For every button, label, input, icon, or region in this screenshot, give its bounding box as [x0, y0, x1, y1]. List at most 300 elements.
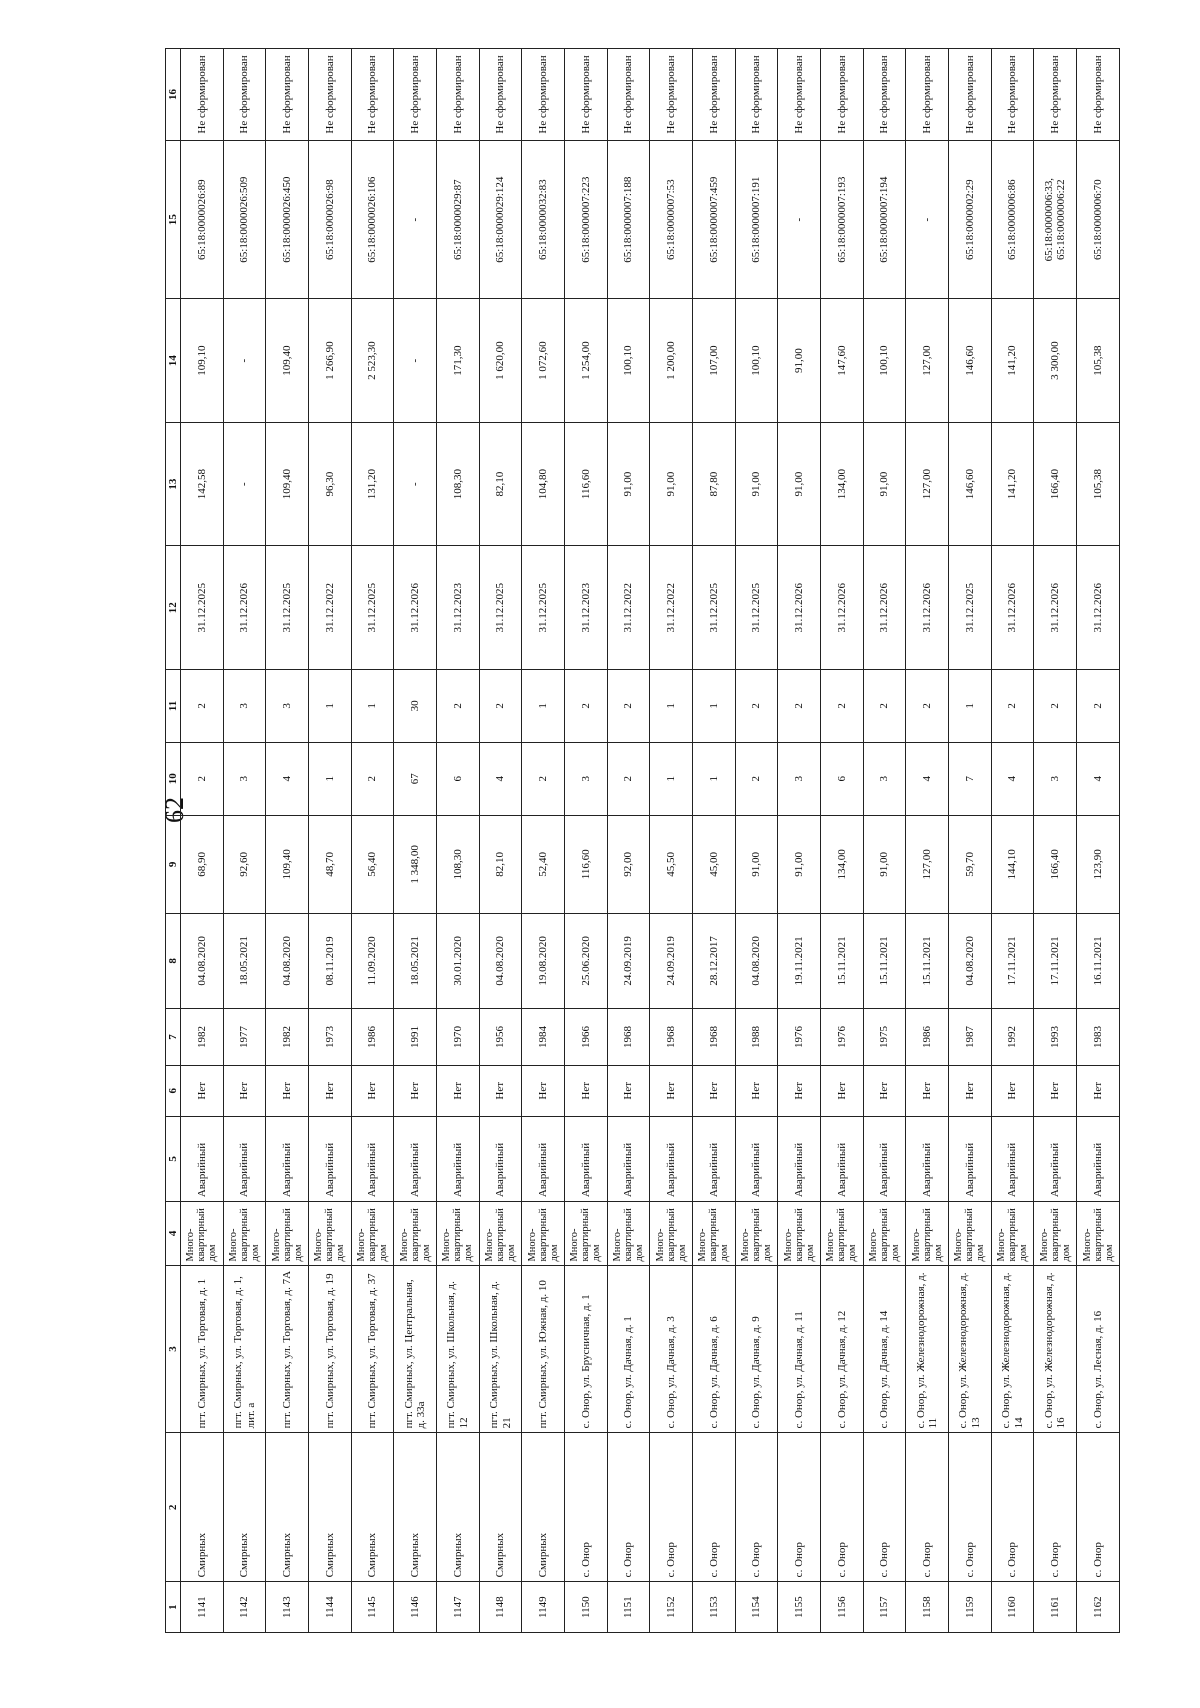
recognition-date-cell: 19.08.2020: [522, 913, 565, 1008]
address-cell: пгт. Смирных, ул. Южная, д. 10: [522, 1265, 565, 1433]
residents-count-cell: 2: [735, 742, 778, 815]
address-cell: с. Онор, ул. Железнодорожная, д. 16: [1034, 1265, 1077, 1433]
condition-cell: Аварийный: [863, 1116, 906, 1202]
condition-cell: Аварийный: [607, 1116, 650, 1202]
resettlement-deadline-cell: 31.12.2025: [522, 546, 565, 670]
recognition-date-cell: 04.08.2020: [949, 913, 992, 1008]
total-area-cell: 52,40: [522, 815, 565, 913]
cultural-heritage-cell: Нет: [1034, 1065, 1077, 1116]
year-built-cell: 1982: [181, 1008, 224, 1065]
condition-cell: Аварийный: [1077, 1116, 1120, 1202]
land-area-cell: 1 266,90: [309, 299, 352, 423]
recognition-date-cell: 15.11.2021: [863, 913, 906, 1008]
condition-cell: Аварийный: [394, 1116, 437, 1202]
condition-cell: Аварийный: [522, 1116, 565, 1202]
column-header-5: 5: [166, 1116, 181, 1202]
condition-cell: Аварийный: [991, 1116, 1034, 1202]
cultural-heritage-cell: Нет: [351, 1065, 394, 1116]
land-area-cell: 1 200,00: [650, 299, 693, 423]
column-header-10: 10: [166, 742, 181, 815]
living-area-cell: 141,20: [991, 422, 1034, 546]
living-area-cell: 91,00: [863, 422, 906, 546]
condition-cell: Аварийный: [479, 1116, 522, 1202]
year-built-cell: 1991: [394, 1008, 437, 1065]
residents-count-cell: 3: [565, 742, 608, 815]
residents-count-cell: 4: [266, 742, 309, 815]
resettlement-deadline-cell: 31.12.2025: [735, 546, 778, 670]
table-row: [778, 49, 821, 1633]
apartments-count-cell: 2: [778, 669, 821, 742]
land-status-cell: Не сформирован: [1034, 49, 1077, 141]
land-area-cell: 109,10: [181, 299, 224, 423]
living-area-cell: 104,80: [522, 422, 565, 546]
total-area-cell: 127,00: [906, 815, 949, 913]
resettlement-deadline-cell: 31.12.2025: [693, 546, 736, 670]
municipality-cell: Смирных: [479, 1433, 522, 1582]
municipality-cell: с. Онор: [1077, 1433, 1120, 1582]
row-number-cell: 1158: [906, 1582, 949, 1633]
condition-cell: Аварийный: [650, 1116, 693, 1202]
column-header-7: 7: [166, 1008, 181, 1065]
total-area-cell: 123,90: [1077, 815, 1120, 913]
apartments-count-cell: 2: [437, 669, 480, 742]
table-row: [479, 49, 522, 1633]
cadastral-number-cell: 65:18:0000006:86: [991, 140, 1034, 298]
cultural-heritage-cell: Нет: [181, 1065, 224, 1116]
cadastral-number-cell: -: [906, 140, 949, 298]
cadastral-number-cell: -: [394, 140, 437, 298]
year-built-cell: 1976: [778, 1008, 821, 1065]
building-type-cell: Много-квартирный дом: [607, 1202, 650, 1265]
land-area-cell: 171,30: [437, 299, 480, 423]
column-header-8: 8: [166, 913, 181, 1008]
cadastral-number-cell: 65:18:0000026:98: [309, 140, 352, 298]
municipality-cell: Смирных: [522, 1433, 565, 1582]
cadastral-number-cell: 65:18:0000007:191: [735, 140, 778, 298]
resettlement-deadline-cell: 31.12.2023: [437, 546, 480, 670]
residents-count-cell: 3: [1034, 742, 1077, 815]
cadastral-number-cell: 65:18:0000029:87: [437, 140, 480, 298]
total-area-cell: 109,40: [266, 815, 309, 913]
recognition-date-cell: 11.09.2020: [351, 913, 394, 1008]
column-header-14: 14: [166, 299, 181, 423]
column-header-15: 15: [166, 140, 181, 298]
residents-count-cell: 4: [479, 742, 522, 815]
row-number-cell: 1154: [735, 1582, 778, 1633]
address-cell: с. Онор, ул. Брусничная, д. 1: [565, 1265, 608, 1433]
residents-count-cell: 2: [607, 742, 650, 815]
resettlement-deadline-cell: 31.12.2022: [309, 546, 352, 670]
table-row: [394, 49, 437, 1633]
resettlement-deadline-cell: 31.12.2026: [778, 546, 821, 670]
recognition-date-cell: 08.11.2019: [309, 913, 352, 1008]
land-area-cell: 127,00: [906, 299, 949, 423]
address-cell: с. Онор, ул. Дачная, д. 14: [863, 1265, 906, 1433]
table-row: [906, 49, 949, 1633]
cadastral-number-cell: 65:18:0000007:188: [607, 140, 650, 298]
recognition-date-cell: 04.08.2020: [181, 913, 224, 1008]
cultural-heritage-cell: Нет: [778, 1065, 821, 1116]
cultural-heritage-cell: Нет: [522, 1065, 565, 1116]
resettlement-deadline-cell: 31.12.2026: [1077, 546, 1120, 670]
land-area-cell: 100,10: [863, 299, 906, 423]
living-area-cell: 91,00: [650, 422, 693, 546]
table-row: [565, 49, 608, 1633]
land-status-cell: Не сформирован: [906, 49, 949, 141]
building-type-cell: Много-квартирный дом: [394, 1202, 437, 1265]
address-cell: с. Онор, ул. Железнодорожная, д. 14: [991, 1265, 1034, 1433]
cultural-heritage-cell: Нет: [437, 1065, 480, 1116]
residents-count-cell: 4: [906, 742, 949, 815]
row-number-cell: 1141: [181, 1582, 224, 1633]
living-area-cell: -: [394, 422, 437, 546]
living-area-cell: 96,30: [309, 422, 352, 546]
residents-count-cell: 3: [778, 742, 821, 815]
apartments-count-cell: 2: [821, 669, 864, 742]
building-type-cell: Много-квартирный дом: [1034, 1202, 1077, 1265]
land-area-cell: 141,20: [991, 299, 1034, 423]
building-type-cell: Много-квартирный дом: [735, 1202, 778, 1265]
apartments-count-cell: 2: [1034, 669, 1077, 742]
recognition-date-cell: 15.11.2021: [821, 913, 864, 1008]
total-area-cell: 45,00: [693, 815, 736, 913]
land-status-cell: Не сформирован: [522, 49, 565, 141]
apartments-count-cell: 2: [607, 669, 650, 742]
living-area-cell: 166,40: [1034, 422, 1077, 546]
address-cell: с. Онор, ул. Дачная, д. 9: [735, 1265, 778, 1433]
building-type-cell: Много-квартирный дом: [650, 1202, 693, 1265]
living-area-cell: 91,00: [778, 422, 821, 546]
residents-count-cell: 2: [181, 742, 224, 815]
living-area-cell: 82,10: [479, 422, 522, 546]
total-area-cell: 92,60: [223, 815, 266, 913]
column-header-12: 12: [166, 546, 181, 670]
cadastral-number-cell: 65:18:0000006:33, 65:18:0000006:22: [1034, 140, 1077, 298]
residents-count-cell: 4: [1077, 742, 1120, 815]
cultural-heritage-cell: Нет: [906, 1065, 949, 1116]
column-header-11: 11: [166, 669, 181, 742]
municipality-cell: Смирных: [223, 1433, 266, 1582]
land-status-cell: Не сформирован: [351, 49, 394, 141]
land-area-cell: 3 300,00: [1034, 299, 1077, 423]
row-number-cell: 1145: [351, 1582, 394, 1633]
cadastral-number-cell: 65:18:0000007:223: [565, 140, 608, 298]
land-status-cell: Не сформирован: [863, 49, 906, 141]
apartments-count-cell: 1: [693, 669, 736, 742]
municipality-cell: с. Онор: [991, 1433, 1034, 1582]
table-body: [181, 49, 1120, 1633]
year-built-cell: 1993: [1034, 1008, 1077, 1065]
table-row: [266, 49, 309, 1633]
land-status-cell: Не сформирован: [650, 49, 693, 141]
living-area-cell: 105,38: [1077, 422, 1120, 546]
resettlement-deadline-cell: 31.12.2025: [351, 546, 394, 670]
address-cell: пгт. Смирных, ул. Торговая, д. 1, лит. а: [223, 1265, 266, 1433]
land-area-cell: 105,38: [1077, 299, 1120, 423]
row-number-cell: 1153: [693, 1582, 736, 1633]
resettlement-deadline-cell: 31.12.2026: [394, 546, 437, 670]
cultural-heritage-cell: Нет: [223, 1065, 266, 1116]
total-area-cell: 56,40: [351, 815, 394, 913]
land-status-cell: Не сформирован: [223, 49, 266, 141]
year-built-cell: 1986: [351, 1008, 394, 1065]
total-area-cell: 92,00: [607, 815, 650, 913]
year-built-cell: 1987: [949, 1008, 992, 1065]
recognition-date-cell: 30.01.2020: [437, 913, 480, 1008]
apartments-count-cell: 2: [991, 669, 1034, 742]
apartments-count-cell: 3: [223, 669, 266, 742]
address-cell: с. Онор, ул. Дачная, д. 3: [650, 1265, 693, 1433]
row-number-cell: 1155: [778, 1582, 821, 1633]
cultural-heritage-cell: Нет: [479, 1065, 522, 1116]
cadastral-number-cell: 65:18:0000026:106: [351, 140, 394, 298]
apartments-count-cell: 2: [1077, 669, 1120, 742]
total-area-cell: 134,00: [821, 815, 864, 913]
row-number-cell: 1143: [266, 1582, 309, 1633]
land-status-cell: Не сформирован: [693, 49, 736, 141]
cultural-heritage-cell: Нет: [821, 1065, 864, 1116]
table-row: [991, 49, 1034, 1633]
land-status-cell: Не сформирован: [607, 49, 650, 141]
municipality-cell: Смирных: [394, 1433, 437, 1582]
living-area-cell: 142,58: [181, 422, 224, 546]
building-type-cell: Много-квартирный дом: [522, 1202, 565, 1265]
condition-cell: Аварийный: [778, 1116, 821, 1202]
recognition-date-cell: 19.11.2021: [778, 913, 821, 1008]
year-built-cell: 1982: [266, 1008, 309, 1065]
residents-count-cell: 4: [991, 742, 1034, 815]
year-built-cell: 1976: [821, 1008, 864, 1065]
resettlement-deadline-cell: 31.12.2026: [223, 546, 266, 670]
resettlement-deadline-cell: 31.12.2025: [949, 546, 992, 670]
land-status-cell: Не сформирован: [821, 49, 864, 141]
year-built-cell: 1977: [223, 1008, 266, 1065]
land-area-cell: 100,10: [607, 299, 650, 423]
land-status-cell: Не сформирован: [949, 49, 992, 141]
building-type-cell: Много-квартирный дом: [351, 1202, 394, 1265]
table-row: [223, 49, 266, 1633]
residents-count-cell: 6: [821, 742, 864, 815]
condition-cell: Аварийный: [821, 1116, 864, 1202]
table-row: [693, 49, 736, 1633]
year-built-cell: 1968: [607, 1008, 650, 1065]
land-status-cell: Не сформирован: [309, 49, 352, 141]
cultural-heritage-cell: Нет: [949, 1065, 992, 1116]
row-number-cell: 1160: [991, 1582, 1034, 1633]
resettlement-deadline-cell: 31.12.2025: [181, 546, 224, 670]
building-type-cell: Много-квартирный дом: [309, 1202, 352, 1265]
resettlement-deadline-cell: 31.12.2022: [650, 546, 693, 670]
resettlement-deadline-cell: 31.12.2025: [266, 546, 309, 670]
condition-cell: Аварийный: [949, 1116, 992, 1202]
land-status-cell: Не сформирован: [266, 49, 309, 141]
condition-cell: Аварийный: [351, 1116, 394, 1202]
residents-count-cell: 7: [949, 742, 992, 815]
municipality-cell: с. Онор: [607, 1433, 650, 1582]
building-type-cell: Много-квартирный дом: [181, 1202, 224, 1265]
row-number-cell: 1149: [522, 1582, 565, 1633]
apartments-count-cell: 2: [863, 669, 906, 742]
municipality-cell: с. Онор: [906, 1433, 949, 1582]
address-cell: с. Онор, ул. Дачная, д. 1: [607, 1265, 650, 1433]
condition-cell: Аварийный: [309, 1116, 352, 1202]
land-area-cell: -: [394, 299, 437, 423]
municipality-cell: с. Онор: [693, 1433, 736, 1582]
table-row: [522, 49, 565, 1633]
cadastral-number-cell: 65:18:0000032:83: [522, 140, 565, 298]
living-area-cell: 127,00: [906, 422, 949, 546]
table-row: [735, 49, 778, 1633]
cultural-heritage-cell: Нет: [991, 1065, 1034, 1116]
resettlement-deadline-cell: 31.12.2026: [863, 546, 906, 670]
address-cell: с. Онор, ул. Железнодорожная, д. 13: [949, 1265, 992, 1433]
total-area-cell: 166,40: [1034, 815, 1077, 913]
condition-cell: Аварийный: [266, 1116, 309, 1202]
condition-cell: Аварийный: [693, 1116, 736, 1202]
building-type-cell: Много-квартирный дом: [778, 1202, 821, 1265]
year-built-cell: 1973: [309, 1008, 352, 1065]
municipality-cell: с. Онор: [650, 1433, 693, 1582]
apartments-count-cell: 1: [650, 669, 693, 742]
row-number-cell: 1157: [863, 1582, 906, 1633]
apartments-count-cell: 1: [309, 669, 352, 742]
address-cell: с. Онор, ул. Дачная, д. 12: [821, 1265, 864, 1433]
column-header-13: 13: [166, 422, 181, 546]
residents-count-cell: 2: [351, 742, 394, 815]
land-status-cell: Не сформирован: [479, 49, 522, 141]
row-number-cell: 1152: [650, 1582, 693, 1633]
land-area-cell: 100,10: [735, 299, 778, 423]
apartments-count-cell: 2: [735, 669, 778, 742]
residents-count-cell: 1: [309, 742, 352, 815]
resettlement-deadline-cell: 31.12.2026: [906, 546, 949, 670]
apartments-count-cell: 2: [906, 669, 949, 742]
living-area-cell: 146,60: [949, 422, 992, 546]
address-cell: с. Онор, ул. Дачная, д. 6: [693, 1265, 736, 1433]
condition-cell: Аварийный: [181, 1116, 224, 1202]
table-header-row: [166, 49, 181, 1633]
building-type-cell: Много-квартирный дом: [223, 1202, 266, 1265]
total-area-cell: 82,10: [479, 815, 522, 913]
year-built-cell: 1966: [565, 1008, 608, 1065]
municipality-cell: с. Онор: [1034, 1433, 1077, 1582]
row-number-cell: 1161: [1034, 1582, 1077, 1633]
cadastral-number-cell: -: [778, 140, 821, 298]
address-cell: пгт. Смирных, ул. Торговая, д. 19: [309, 1265, 352, 1433]
land-status-cell: Не сформирован: [437, 49, 480, 141]
land-area-cell: 1 254,00: [565, 299, 608, 423]
building-type-cell: Много-квартирный дом: [906, 1202, 949, 1265]
cadastral-number-cell: 65:18:0000007:194: [863, 140, 906, 298]
recognition-date-cell: 04.08.2020: [735, 913, 778, 1008]
condition-cell: Аварийный: [906, 1116, 949, 1202]
living-area-cell: 131,20: [351, 422, 394, 546]
resettlement-deadline-cell: 31.12.2022: [607, 546, 650, 670]
total-area-cell: 48,70: [309, 815, 352, 913]
apartments-count-cell: 2: [479, 669, 522, 742]
cultural-heritage-cell: Нет: [693, 1065, 736, 1116]
address-cell: пгт. Смирных, ул. Школьная, д. 12: [437, 1265, 480, 1433]
total-area-cell: 91,00: [863, 815, 906, 913]
column-header-4: 4: [166, 1202, 181, 1265]
address-cell: пгт. Смирных, ул. Школьная, д. 21: [479, 1265, 522, 1433]
recognition-date-cell: 15.11.2021: [906, 913, 949, 1008]
recognition-date-cell: 25.06.2020: [565, 913, 608, 1008]
table-row: [437, 49, 480, 1633]
residents-count-cell: 67: [394, 742, 437, 815]
row-number-cell: 1156: [821, 1582, 864, 1633]
municipality-cell: с. Онор: [863, 1433, 906, 1582]
year-built-cell: 1984: [522, 1008, 565, 1065]
address-cell: с. Онор, ул. Дачная, д. 11: [778, 1265, 821, 1433]
land-area-cell: 147,60: [821, 299, 864, 423]
building-type-cell: Много-квартирный дом: [479, 1202, 522, 1265]
cultural-heritage-cell: Нет: [735, 1065, 778, 1116]
column-header-16: 16: [166, 49, 181, 141]
land-status-cell: Не сформирован: [991, 49, 1034, 141]
total-area-cell: 45,50: [650, 815, 693, 913]
municipality-cell: Смирных: [437, 1433, 480, 1582]
column-header-3: 3: [166, 1265, 181, 1433]
cadastral-number-cell: 65:18:0000002:29: [949, 140, 992, 298]
table-row: [821, 49, 864, 1633]
row-number-cell: 1159: [949, 1582, 992, 1633]
living-area-cell: 91,00: [607, 422, 650, 546]
living-area-cell: 116,60: [565, 422, 608, 546]
building-type-cell: Много-квартирный дом: [266, 1202, 309, 1265]
condition-cell: Аварийный: [223, 1116, 266, 1202]
land-status-cell: Не сформирован: [565, 49, 608, 141]
resettlement-deadline-cell: 31.12.2025: [479, 546, 522, 670]
municipality-cell: Смирных: [181, 1433, 224, 1582]
cadastral-number-cell: 65:18:0000026:509: [223, 140, 266, 298]
residents-count-cell: 3: [223, 742, 266, 815]
recognition-date-cell: 17.11.2021: [1034, 913, 1077, 1008]
resettlement-deadline-cell: 31.12.2026: [821, 546, 864, 670]
address-cell: пгт. Смирных, ул. Торговая, д. 7А: [266, 1265, 309, 1433]
table-row: [351, 49, 394, 1633]
cadastral-number-cell: 65:18:0000026:450: [266, 140, 309, 298]
condition-cell: Аварийный: [735, 1116, 778, 1202]
land-area-cell: 146,60: [949, 299, 992, 423]
total-area-cell: 91,00: [735, 815, 778, 913]
row-number-cell: 1151: [607, 1582, 650, 1633]
residents-count-cell: 6: [437, 742, 480, 815]
year-built-cell: 1968: [650, 1008, 693, 1065]
recognition-date-cell: 24.09.2019: [607, 913, 650, 1008]
column-header-6: 6: [166, 1065, 181, 1116]
resettlement-deadline-cell: 31.12.2026: [991, 546, 1034, 670]
year-built-cell: 1983: [1077, 1008, 1120, 1065]
municipality-cell: Смирных: [351, 1433, 394, 1582]
recognition-date-cell: 04.08.2020: [479, 913, 522, 1008]
address-cell: с. Онор, ул. Железнодорожная, д. 11: [906, 1265, 949, 1433]
cadastral-number-cell: 65:18:0000007:459: [693, 140, 736, 298]
land-status-cell: Не сформирован: [181, 49, 224, 141]
recognition-date-cell: 18.05.2021: [223, 913, 266, 1008]
land-area-cell: 91,00: [778, 299, 821, 423]
cultural-heritage-cell: Нет: [650, 1065, 693, 1116]
living-area-cell: 87,80: [693, 422, 736, 546]
building-type-cell: Много-квартирный дом: [949, 1202, 992, 1265]
cultural-heritage-cell: Нет: [565, 1065, 608, 1116]
cadastral-number-cell: 65:18:0000029:124: [479, 140, 522, 298]
row-number-cell: 1142: [223, 1582, 266, 1633]
recognition-date-cell: 28.12.2017: [693, 913, 736, 1008]
table-row: [181, 49, 224, 1633]
municipality-cell: с. Онор: [565, 1433, 608, 1582]
column-header-9: 9: [166, 815, 181, 913]
